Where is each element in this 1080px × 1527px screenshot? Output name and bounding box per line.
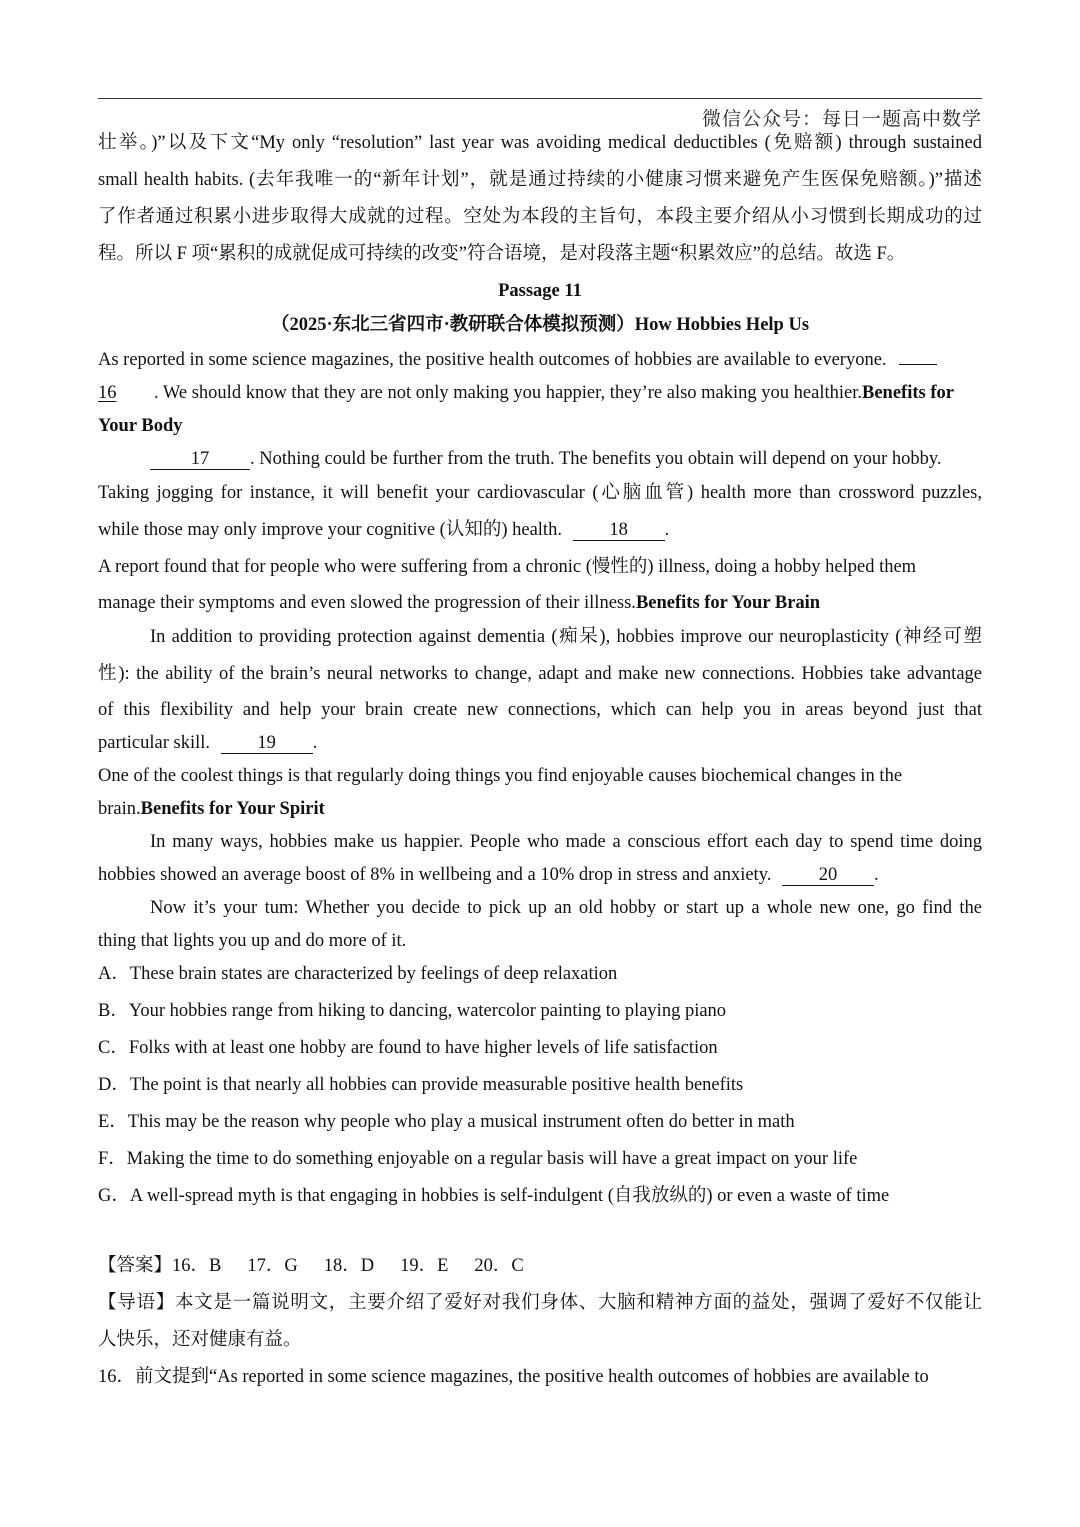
body-text-3: while those may only improve your cognitive (认知的) health. (98, 520, 562, 540)
brain-para-line-4: particular skill. 19 . (98, 733, 318, 753)
answer-17: 17．G (247, 1256, 298, 1276)
spirit-text-2: hobbies showed an average boost of 8% in wellbeing and a 10% drop in stress and anxiety. (98, 865, 772, 885)
prev-line-2: small health habits. (去年我唯一的“新年计划”，就是通过持续的小健康习惯来避免产生医保免赔额。)”描述 (98, 170, 982, 190)
option-a: A．These brain states are characterized by feelings of deep relaxation (98, 964, 618, 984)
prev-line-3: 了作者通过积累小进步取得大成就的过程。空处为本段的主旨句，本段主要介绍从小习惯到长期成功的过 (98, 207, 982, 227)
passage-intro-line-2 (98, 381, 982, 405)
header-rule (98, 98, 982, 99)
passage-intro-line-1 (98, 348, 982, 372)
closing-para-line-1: Now it’s your tum: Whether you decide to pick up an old hobby or start up a whole new one, go find the (150, 898, 982, 918)
closing-para-line-2: thing that lights you up and do more of it. (98, 931, 407, 951)
answer-18: 18．D (323, 1256, 375, 1276)
answer-label: 【答案】 (98, 1256, 173, 1276)
body-para-line-5 (98, 591, 982, 615)
brain-para-line-1: In addition to providing protection against dementia (痴呆), hobbies improve our neuroplasticity (神经可塑 (150, 627, 982, 647)
option-c: C．Folks with at least one hobby are found to have higher levels of life satisfaction (98, 1038, 718, 1058)
body-para-line-4: A report found that for people who were suffering from a chronic (慢性的) illness, doing a hobby helped them (98, 557, 917, 577)
brain-para-line-6 (98, 797, 982, 821)
blank-17: 17 (150, 449, 250, 470)
passage-source-title: （2025·东北三省四市·教研联合体模拟预测）How Hobbies Help Us (270, 315, 810, 335)
body-text-5: manage their symptoms and even slowed the progression of their illness. (98, 593, 636, 613)
brain-para-line-2: 性): the ability of the brain’s neural networks to change, adapt and make new connections. Hobbies take advantage (98, 664, 982, 684)
guide-line-2: 人快乐，还对健康有益。 (98, 1330, 302, 1350)
answer-19: 19．E (400, 1256, 449, 1276)
spirit-para-line-2: hobbies showed an average boost of 8% in wellbeing and a 10% drop in stress and anxiety. 20 . (98, 865, 879, 885)
brain-text-4: particular skill. (98, 733, 210, 753)
body-text-1: . Nothing could be further from the truth. The benefits you obtain will depend on your hobby. (250, 449, 942, 469)
guide-text-1: 本文是一篇说明文，主要介绍了爱好对我们身体、大脑和精神方面的益处，强调了爱好不仅能让 (174, 1293, 982, 1313)
guide-line-1 (98, 1291, 982, 1315)
option-g: G．A well-spread myth is that engaging in hobbies is self-indulgent (自我放纵的) or even a waste of time (98, 1186, 890, 1206)
body-para-line-1 (98, 447, 982, 471)
intro-text: As reported in some science magazines, the positive health outcomes of hobbies are available to everyone. (98, 350, 887, 370)
brain-para-line-5: One of the coolest things is that regularly doing things you find enjoyable causes biochemical changes in the (98, 766, 903, 786)
answer-line (98, 1254, 982, 1278)
heading-spirit: Benefits for Your Spirit (140, 799, 325, 819)
guide-label: 【导语】 (98, 1293, 175, 1313)
heading-body-part2: Your Body (98, 416, 183, 436)
question-16-explanation: 16．前文提到“As reported in some science magazines, the positive health outcomes of hobbies are available to (98, 1367, 929, 1387)
prev-line-1: 壮举。)”以及下文“My only “resolution” last year was avoiding medical deductibles (免赔额) through sustained (98, 133, 982, 153)
body-para-line-2: Taking jogging for instance, it will benefit your cardiovascular (心脑血管) health more than crossword puzzles, (98, 483, 982, 503)
passage-label: Passage 11 (498, 281, 582, 301)
brain-para-line-3: of this flexibility and help your brain create new connections, which can help you in areas beyond just that (98, 700, 982, 720)
brain-text-6: brain. (98, 799, 141, 819)
option-b: B．Your hobbies range from hiking to dancing, watercolor painting to playing piano (98, 1001, 727, 1021)
intro-text-2: . We should know that they are not only making you happier, they’re also making you healthier. (154, 383, 862, 403)
answer-20: 20．C (474, 1256, 524, 1276)
spirit-para-line-1: In many ways, hobbies make us happier. People who made a conscious effort each day to spend time doing (150, 832, 982, 852)
body-para-line-3: while those may only improve your cognitive (认知的) health. 18 . (98, 520, 670, 540)
heading-body-part1: Benefits for (861, 383, 954, 403)
blank-16-start (899, 350, 937, 365)
blank-18: 18 (573, 520, 665, 541)
heading-body-line (98, 414, 982, 438)
option-f: F．Making the time to do something enjoyable on a regular basis will have a great impact on your life (98, 1149, 858, 1169)
header-wechat-text: 微信公众号：每日一题高中数学 (701, 109, 982, 130)
blank-16: 16 (98, 383, 117, 403)
prev-line-4: 程。所以 F 项“累积的成就促成可持续的改变”符合语境，是对段落主题“积累效应”的总结。故选 F。 (98, 244, 906, 264)
answer-16: 16．B (172, 1256, 222, 1276)
blank-19: 19 (221, 733, 313, 754)
option-d: D．The point is that nearly all hobbies can provide measurable positive health benefits (98, 1075, 744, 1095)
blank-20: 20 (782, 865, 874, 886)
option-e: E．This may be the reason why people who play a musical instrument often do better in math (98, 1112, 795, 1132)
heading-brain: Benefits for Your Brain (635, 593, 821, 613)
